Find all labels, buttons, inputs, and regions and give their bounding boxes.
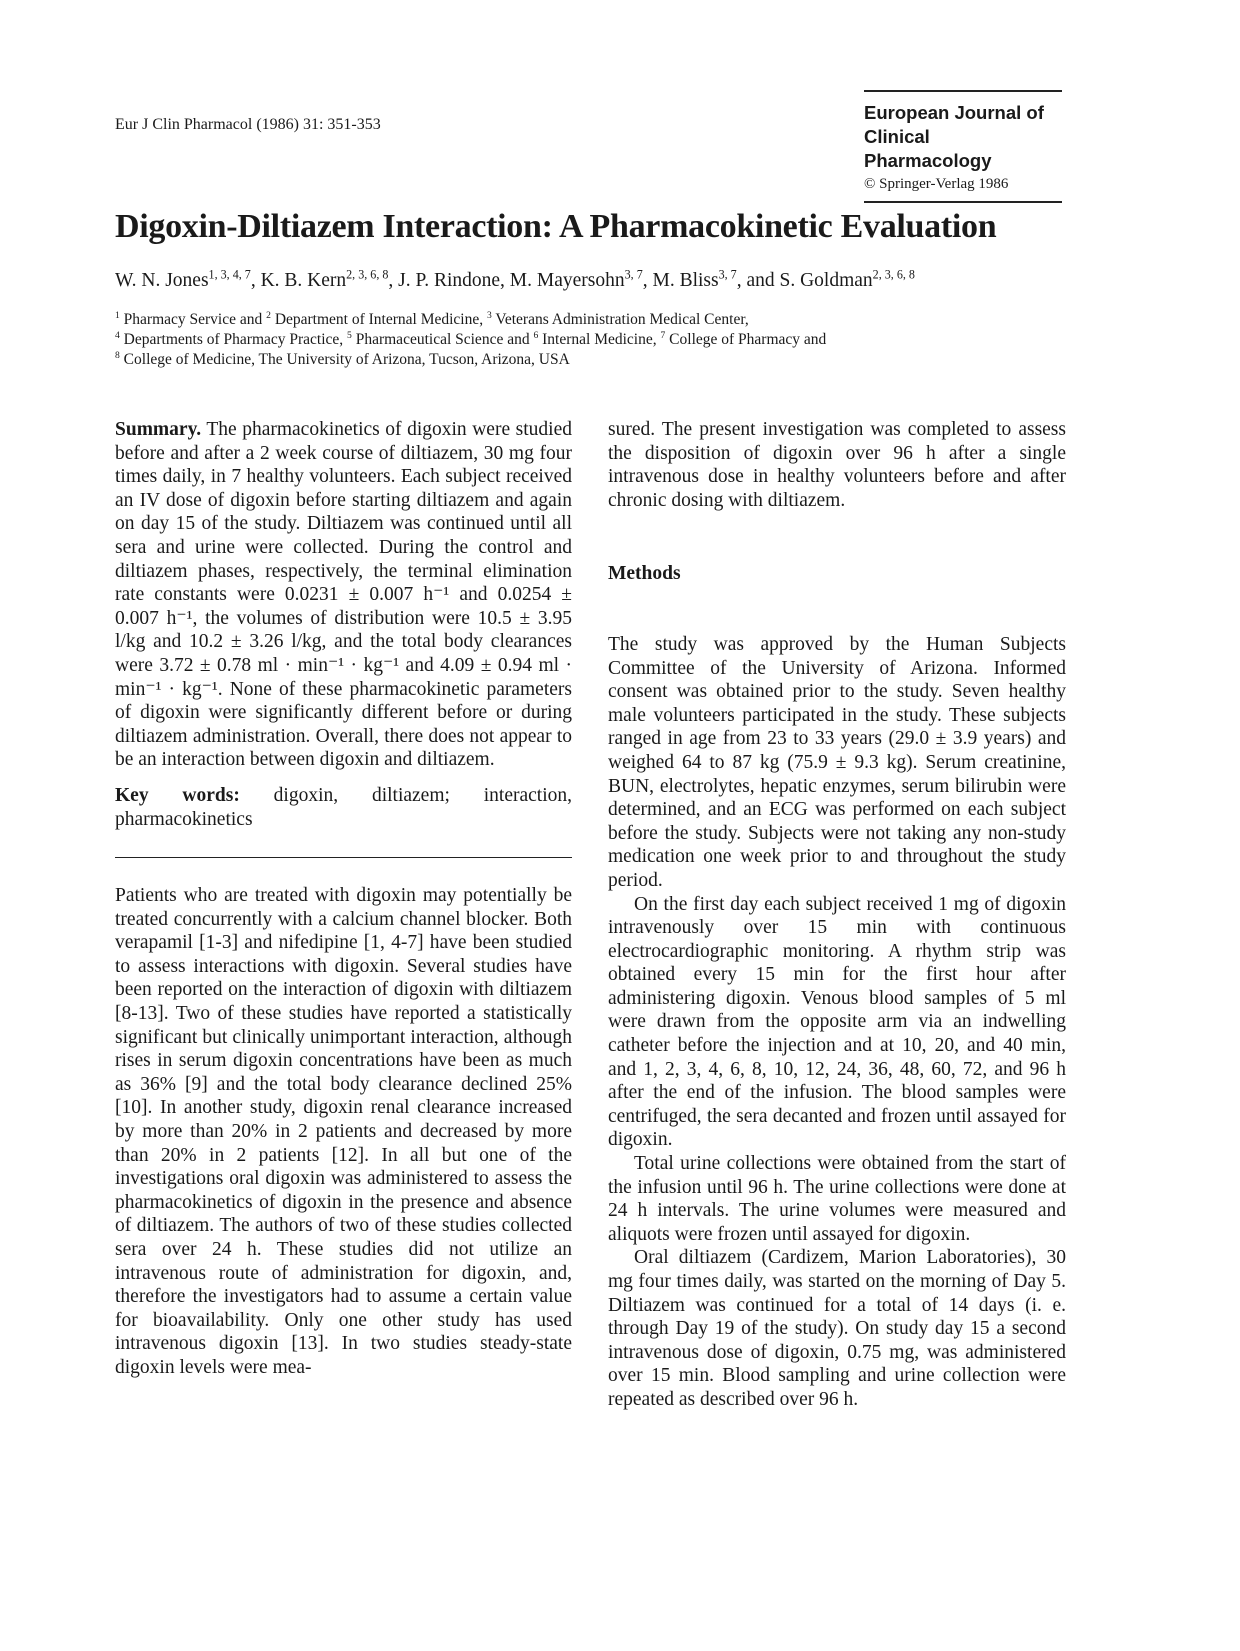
affiliation-number: 3 bbox=[487, 309, 492, 321]
introduction-continued: sured. The present investigation was completed to assess the disposition of digoxin over 96 h after a single intravenous dose in healthy volunteers before and after chronic dosing with diltiazem. bbox=[608, 419, 1066, 511]
copyright-notice: © Springer-Verlag 1986 bbox=[864, 176, 1009, 192]
methods-heading: Methods bbox=[608, 563, 681, 585]
keywords-label: Key words: bbox=[115, 784, 240, 806]
author-separator: , bbox=[388, 270, 399, 291]
journal-citation: Eur J Clin Pharmacol (1986) 31: 351-353 bbox=[115, 116, 381, 133]
affiliation-line bbox=[115, 350, 826, 370]
affiliation-text: Pharmacy Service and bbox=[119, 311, 267, 328]
author-separator: , bbox=[642, 270, 653, 291]
author-affiliation-marks: 1, 3, 4, 7 bbox=[208, 267, 251, 282]
author-name: M. Bliss bbox=[652, 270, 719, 291]
journal-name-line2: Clinical Pharmacology bbox=[864, 126, 992, 171]
author-affiliation-marks: 2, 3, 6, 8 bbox=[346, 267, 389, 282]
affiliation-text: Internal Medicine, bbox=[538, 331, 661, 348]
author-list bbox=[115, 267, 915, 292]
methods-paragraph: The study was approved by the Human Subjects Committee of the University of Arizona. Informed consent was obtained prior to the study. Seven healthy male volunteers participated in the study. These subjects ranged in age from 23 to 33 years (29.0 ± 3.9 years) and weighed 64 to 87 kg (75.9 ± 9.3 kg). Serum creatinine, BUN, electrolytes, hepatic enzymes, serum bilirubin were determined, and an ECG was performed on each subject before the study. Subjects were not taking any non-study medication one week prior to and throughout the study period. bbox=[608, 633, 1066, 891]
section-divider bbox=[115, 857, 572, 858]
affiliation-number: 6 bbox=[533, 329, 539, 341]
affiliation-number: 4 bbox=[115, 329, 120, 341]
author-affiliation-marks: 3, 7 bbox=[718, 267, 737, 282]
affiliation-text: Veterans Administration Medical Center, bbox=[491, 311, 749, 328]
right-column bbox=[608, 418, 1066, 1412]
affiliation-line bbox=[115, 330, 826, 350]
affiliation-line bbox=[115, 310, 826, 330]
author-name: K. B. Kern bbox=[260, 270, 347, 291]
affiliation-text: College of Pharmacy and bbox=[665, 331, 827, 348]
journal-name-line1: European Journal of bbox=[864, 102, 1044, 123]
methods-paragraph: Total urine collections were obtained from the start of the infusion until 96 h. The urine collections were done at 24 h intervals. The urine volumes were measured and aliquots were frozen until assayed for digoxin. bbox=[608, 1153, 1066, 1245]
affiliation-number: 2 bbox=[266, 309, 271, 321]
summary-paragraph bbox=[115, 418, 572, 772]
affiliation-number: 1 bbox=[115, 309, 120, 321]
affiliation-text: Pharmaceutical Science and bbox=[351, 331, 534, 348]
author-name: J. P. Rindone bbox=[398, 270, 501, 291]
affiliation-number: 5 bbox=[347, 329, 352, 341]
affiliation-number: 7 bbox=[660, 329, 666, 341]
affiliation-text: Department of Internal Medicine, bbox=[270, 311, 487, 328]
methods-paragraph: On the first day each subject received 1 mg of digoxin intravenously over 15 min with continuous electrocardiographic monitoring. A rhythm strip was obtained every 15 min for the first hour after administering digoxin. Venous blood samples of 5 ml were drawn from the opposite arm via an indwelling catheter before the injection and at 10, 20, and 40 min, and 1, 2, 3, 4, 6, 8, 10, 12, 24, 36, 48, 60, 72, and 96 h after the end of the infusion. The blood samples were centrifuged, the sera decanted and frozen until assayed for digoxin. bbox=[608, 893, 1066, 1151]
author-separator: , bbox=[250, 270, 261, 291]
summary-label: Summary. bbox=[115, 419, 202, 440]
article-title: Digoxin-Diltiazem Interaction: A Pharmacokinetic Evaluation bbox=[115, 208, 997, 245]
keywords-paragraph bbox=[115, 784, 572, 831]
author-name: M. Mayersohn bbox=[509, 270, 625, 291]
affiliation-number: 8 bbox=[115, 349, 120, 361]
author-separator: , and bbox=[736, 270, 780, 291]
affiliation-text: Departments of Pharmacy Practice, bbox=[119, 331, 348, 348]
summary-text: The pharmacokinetics of digoxin were studied before and after a 2 week course of diltiazem, 30 mg four times daily, in 7 healthy volunteers. Each subject received an IV dose of digoxin before starting diltiazem and again on day 15 of the study. Diltiazem was continued until all sera and urine were collected. During the control and diltiazem phases, respectively, the terminal elimination rate constants were 0.0231 ± 0.007 h⁻¹ and 0.0254 ± 0.007 h⁻¹, the volumes of distribution were 10.5 ± 3.95 l/kg and 10.2 ± 3.26 l/kg, and the total body clearances were 3.72 ± 0.78 ml · min⁻¹ · kg⁻¹ and 4.09 ± 0.94 ml · min⁻¹ · kg⁻¹. None of these pharmacokinetic parameters of digoxin were significantly different before or during diltiazem administration. Overall, there does not appear to be an interaction between digoxin and diltiazem. bbox=[115, 419, 572, 771]
keywords-text: digoxin, diltiazem; interaction, pharmacokinetics bbox=[115, 784, 572, 830]
methods-paragraph: Oral diltiazem (Cardizem, Marion Laboratories), 30 mg four times daily, was started on the morning of Day 5. Diltiazem was continued for a total of 14 days (i. e. through Day 19 of the study). On study day 15 a second intravenous dose of digoxin, 0.75 mg, was administered over 15 min. Blood sampling and urine collection were repeated as described over 96 h. bbox=[608, 1247, 1066, 1410]
left-column bbox=[115, 418, 572, 1380]
affiliation-text: College of Medicine, The University of Arizona, Tucson, Arizona, USA bbox=[119, 351, 570, 368]
author-name: S. Goldman bbox=[779, 270, 873, 291]
introduction-paragraph: Patients who are treated with digoxin may potentially be treated concurrently with a calcium channel blocker. Both verapamil [1-3] and nifedipine [1, 4-7] have been studied to assess interactions with digoxin. Several studies have been reported on the interaction of digoxin with diltiazem [8-13]. Two of these studies have reported a statistically significant but clinically unimportant interaction, although rises in serum digoxin concentrations have been as much as 36% [9] and the total body clearance declined 25% [10]. In another study, digoxin renal clearance increased by more than 20% in 2 patients and decreased by more than 20% in 2 patients [12]. In all but one of the investigations oral digoxin was administered to assess the pharmacokinetics of digoxin in the presence and absence of diltiazem. The authors of two of these studies collected sera over 24 h. These studies did not utilize an intravenous route of administration for digoxin, and, therefore the investigators had to assume a certain value for bioavailability. Only one other study has used intravenous digoxin [13]. In two studies steady-state digoxin levels were mea- bbox=[115, 885, 572, 1378]
journal-masthead bbox=[864, 90, 1062, 203]
affiliations bbox=[115, 310, 826, 370]
author-name: W. N. Jones bbox=[115, 270, 209, 291]
author-affiliation-marks: 2, 3, 6, 8 bbox=[872, 267, 915, 282]
author-separator: , bbox=[500, 270, 510, 291]
author-affiliation-marks: 3, 7 bbox=[624, 267, 643, 282]
